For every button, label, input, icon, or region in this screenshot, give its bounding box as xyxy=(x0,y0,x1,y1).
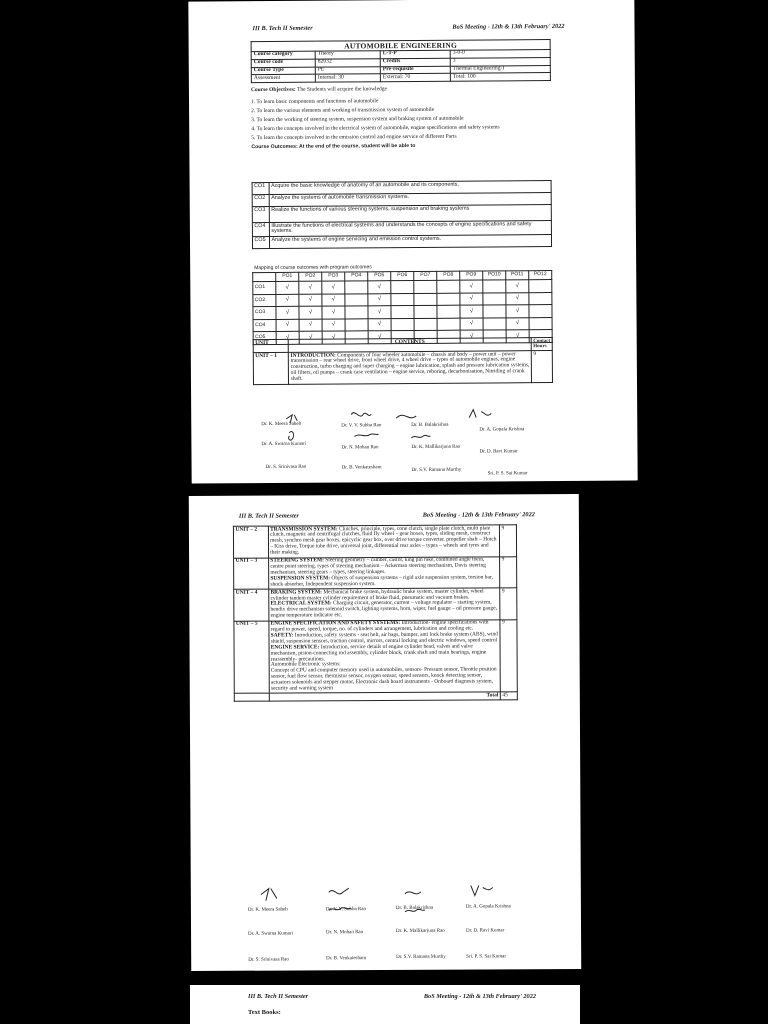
po-column-header: PO11 xyxy=(506,271,529,280)
po-column-header: PO12 xyxy=(529,271,552,280)
mapping-cell: √ xyxy=(368,318,391,331)
mapping-cell: √ xyxy=(322,293,345,306)
page-header xyxy=(188,22,634,33)
bos-meeting-label: BoS Meeting - 12th & 13th February' 2022 xyxy=(452,22,565,31)
unit-block xyxy=(271,668,498,693)
unit-block xyxy=(271,601,498,620)
mapping-cell xyxy=(529,305,552,318)
mapping-co-label: CO4 xyxy=(253,319,276,332)
objective-item: 4. To learn the concepts involved in the electrical system of automobile, engine specifications and safety systems xyxy=(251,124,500,133)
mapping-cell xyxy=(414,293,437,306)
assessment-external: External: 70 xyxy=(380,74,450,82)
unit-contents xyxy=(268,588,500,621)
unit-text: Mechanical brake system, hydraulic brake system, master cylinder, wheel cylinder tandem master cylinder requirement of brake fluid, pneumatic and vacuum brakes. xyxy=(270,588,484,602)
unit-row xyxy=(234,619,517,693)
info-label: L-T-P xyxy=(380,50,450,58)
mapping-cell: √ xyxy=(368,293,391,306)
signatory-name: Dr. A. Gopala Krishna xyxy=(479,427,525,433)
signatory-name: Sri. P. S. Sai Kumar xyxy=(487,471,528,477)
mapping-corner xyxy=(253,272,276,281)
unit1-table xyxy=(253,337,553,385)
page-header xyxy=(189,511,579,520)
syllabus-page-3 xyxy=(190,985,580,1024)
mapping-cell: √ xyxy=(322,318,345,331)
unit-contents xyxy=(289,351,532,384)
mapping-cell xyxy=(345,318,368,331)
unit-column-header: UNIT xyxy=(253,339,288,352)
unit-row xyxy=(233,525,516,558)
signatory-name: Dr. N. Mohan Rao xyxy=(326,930,364,936)
outcome-text: Illustrate the functions of electrical systems and understands the concepts of engine specifications and safety systems. xyxy=(269,221,551,237)
mapping-cell xyxy=(437,318,460,331)
unit-row xyxy=(234,556,517,589)
signatory-name: Dr. K. Meera Saheb xyxy=(247,907,288,913)
unit-text: Introduction- engine specifications with regard to power, speed, torque, no. of cylinders and arrangement, lubrication and cooling etc. xyxy=(270,619,489,633)
outcome-code: CO2 xyxy=(252,195,269,207)
signatory-name: Dr. N. Mohan Rao xyxy=(341,445,379,451)
co-po-mapping-table xyxy=(252,270,552,345)
mapping-cell: √ xyxy=(368,331,391,344)
mapping-cell: √ xyxy=(506,280,529,293)
signatory-name: Dr. K. Meera Saheb xyxy=(261,421,302,428)
mapping-title: Mapping of course outcomes with program outcomes xyxy=(254,264,372,272)
signatory-name: Dr. S.V. Ramana Murthy xyxy=(411,467,462,474)
unit-text: Charging circuit, generator, current – voltage regulator – starting system, bendix drive mechanism solenoid switch, lighting systems, horn, wiper, fuel gauge – oil pressure gauge, engine temperature indicator etc. xyxy=(270,599,498,619)
course-outcomes-table xyxy=(252,180,552,249)
outcome-text: Acquire the basic knowledge of anatomy of an automobile and its components. xyxy=(269,181,551,195)
objective-item: 3. To learn the working of steering system, suspension system and braking system of automobile xyxy=(251,115,464,124)
unit-block xyxy=(270,526,498,557)
info-label: Course code xyxy=(251,59,315,67)
unit-contents xyxy=(268,556,500,589)
unit-heading: ELECTRICAL SYSTEM: xyxy=(270,600,332,608)
mapping-cell: √ xyxy=(276,319,299,332)
mapping-cell xyxy=(483,280,506,293)
signatures-scribble xyxy=(191,406,637,459)
mapping-cell: √ xyxy=(460,330,483,343)
outcome-code: CO3 xyxy=(252,207,269,223)
mapping-co-label: CO2 xyxy=(253,294,276,307)
text-books-heading: Text Books: xyxy=(248,1009,281,1016)
po-column-header: PO5 xyxy=(368,272,391,281)
mapping-cell: √ xyxy=(322,306,345,319)
po-column-header: PO8 xyxy=(437,271,460,280)
unit-hours: 9 xyxy=(531,350,552,382)
outcome-text: Analyze the systems of engine servicing and emission control systems. xyxy=(269,235,551,249)
mapping-cell xyxy=(414,305,437,318)
mapping-cell: √ xyxy=(276,331,299,344)
unit-hours: 9 xyxy=(499,525,516,557)
signatory-name: Sri. P. S. Sai Kumar xyxy=(466,954,507,960)
info-value: Thermal Engineering-I xyxy=(450,65,550,74)
unit-contents xyxy=(269,620,501,694)
outcomes-heading: Course Outcomes: At the end of the course, student will be able to xyxy=(251,143,416,151)
outcome-code: CO4 xyxy=(252,223,269,237)
assessment-internal: Internal: 30 xyxy=(315,74,380,82)
unit-row xyxy=(234,588,517,621)
mapping-cell xyxy=(391,293,414,306)
signatory-name: Dr. B. Balakrishna xyxy=(411,422,449,429)
po-column-header: PO6 xyxy=(391,271,414,280)
total-hours: 45 xyxy=(500,692,517,700)
mapping-cell xyxy=(529,317,552,330)
mapping-cell: √ xyxy=(506,305,529,318)
signatory-name: Dr. A. Gopala Krishna xyxy=(465,904,511,910)
po-column-header: PO2 xyxy=(299,272,322,281)
course-objectives xyxy=(251,85,551,153)
po-column-header: PO4 xyxy=(345,272,368,281)
syllabus-page-2 xyxy=(189,494,581,971)
unit-hours: 9 xyxy=(500,588,517,620)
mapping-cell xyxy=(414,280,437,293)
mapping-cell: √ xyxy=(368,281,391,294)
mapping-cell xyxy=(345,281,368,294)
unit-hours: 9 xyxy=(500,556,517,588)
mapping-cell: √ xyxy=(322,281,345,294)
mapping-cell: √ xyxy=(460,318,483,331)
objective-item: 5. To learn the concepts involved in the emission control and engine service of different Parts xyxy=(251,133,457,142)
hours-column-header: Contact Hours xyxy=(531,338,552,351)
unit-label: UNIT – 2 xyxy=(233,526,268,558)
mapping-cell xyxy=(414,318,437,331)
unit-heading: SAFETY: xyxy=(270,632,294,639)
info-value: 3 xyxy=(450,57,550,66)
mapping-cell: √ xyxy=(299,281,322,294)
bos-meeting-label: BoS Meeting - 12th & 13th February' 2022 xyxy=(423,993,536,1000)
signatory-name: Dr. K. Mallikarjuna Rao xyxy=(396,928,445,934)
info-value: PE xyxy=(315,66,380,74)
unit-text: Steering geometry – camber, castor, king pin rake, combined angle toein, centre point steering. types of steering mechanism – Ackerman steering mechanism, Davis steering mechanism, steering gears – types, steering linkages. xyxy=(270,556,486,576)
mapping-cell xyxy=(437,305,460,318)
mapping-cell: √ xyxy=(299,331,322,344)
signatory-name: Dr. B. Venkatesham xyxy=(341,465,382,471)
po-column-header: PO9 xyxy=(460,271,483,280)
po-column-header: PO1 xyxy=(276,272,299,281)
unit-label: UNIT – 5 xyxy=(234,621,269,694)
unit-hours: 9 xyxy=(500,619,517,692)
objectives-heading: Course Objectives: xyxy=(250,86,296,94)
mapping-cell: √ xyxy=(276,281,299,294)
mapping-cell: √ xyxy=(506,317,529,330)
mapping-cell: √ xyxy=(506,292,529,305)
signatory-name: Dr. V. V. Subba Rao xyxy=(341,423,382,429)
mapping-cell xyxy=(483,317,506,330)
signatory-name: Dr. K. Mallikarjuna Rao xyxy=(411,444,461,451)
mapping-cell: √ xyxy=(299,294,322,307)
unit-text: Objects of suspension systems – rigid axle suspension system, torsion bar, shock absorber, Independent suspension system. xyxy=(270,574,493,588)
mapping-cell xyxy=(345,306,368,319)
assessment-label: Assessment xyxy=(251,75,315,83)
unit-heading: TRANSMISSION SYSTEM: xyxy=(270,525,338,533)
mapping-cell: √ xyxy=(506,330,529,343)
mapping-cell: √ xyxy=(276,306,299,319)
semester-label: III B. Tech II Semester xyxy=(248,993,309,1000)
info-label: Course category xyxy=(251,51,315,59)
signatory-name: Dr. D. Ravi Kumar xyxy=(479,449,518,455)
unit-heading: ENGINE SPECIFICATION AND SAFETY SYSTEMS: xyxy=(270,620,401,627)
mapping-cell xyxy=(483,292,506,305)
info-value: Theory xyxy=(315,51,380,59)
info-value: 82032 xyxy=(315,58,380,66)
mapping-cell: √ xyxy=(460,280,483,293)
objective-item: 1. To learn basic components and functions of automobile xyxy=(251,98,379,106)
unit-text: Automobile Electronic systems: xyxy=(270,661,341,669)
signatory-name: Dr. A. Swarna Kumari xyxy=(248,931,293,937)
unit-label: UNIT – 4 xyxy=(234,589,269,621)
semester-label: III B. Tech II Semester xyxy=(238,512,300,520)
unit-block xyxy=(270,575,497,588)
unit-heading: ENGINE SERVICE: xyxy=(270,644,320,651)
po-column-header: PO7 xyxy=(414,271,437,280)
unit-label: UNIT – 1 xyxy=(253,352,288,384)
unit-block xyxy=(271,644,498,663)
mapping-cell xyxy=(529,292,552,305)
mapping-cell: √ xyxy=(299,319,322,332)
unit-contents xyxy=(268,525,500,558)
mapping-cell xyxy=(437,293,460,306)
assessment-total: Total: 100 xyxy=(450,73,550,82)
unit-text: Components of four wheeler automobile – chassis and body – power unit – power transmission – rear wheel drive, front wheel drive, 4 wheel drive – types of automobile engines, engine construction, turbo charging and super charging – engine lubrication, splash and pressure lubrication systems, oil filters, oil pumps – crank case ventilation – engine service, reboring, decarbonisation, Nitriding of crank shaft. xyxy=(290,350,530,382)
signatory-name: Dr. S.V. Ramana Murthy xyxy=(396,954,446,960)
mapping-cell xyxy=(391,280,414,293)
outcome-code: CO5 xyxy=(252,237,269,249)
unit-heading: INTRODUCTION: xyxy=(290,352,336,359)
unit-text: Introduction, safety systems - seat belt, air bags, bumper, anti lock brake system (ABS), wind shield, suspension sensors, traction control, mirrors, central locking and electric windows, speed control xyxy=(270,631,499,645)
mapping-cell: √ xyxy=(368,306,391,319)
info-label: Course Type xyxy=(251,67,315,75)
po-column-header: PO10 xyxy=(483,271,506,280)
mapping-co-label: CO3 xyxy=(253,306,276,319)
mapping-cell xyxy=(391,318,414,331)
syllabus-page-1 xyxy=(188,0,637,484)
course-title: AUTOMOBILE ENGINEERING xyxy=(251,40,550,52)
signatory-name: Dr. B. Venkatesham xyxy=(326,956,367,962)
mapping-cell xyxy=(345,293,368,306)
objective-item: 2. To learn the various elements and working of transmission system of automobile xyxy=(251,106,435,115)
signatory-name: Dr. D. Ravi Kumar xyxy=(466,928,505,934)
mapping-cell: √ xyxy=(460,305,483,318)
unit-text: Concept of CPU and computer memory used in automobiles, sensors- Pressure sensor, Throttle position sensor, fuel flow sensor, thermistor sensor, oxygen sensor, speed sensors, knock detecting sensor, actuators solenoids and stepper motor, Electronic dash board instruments - Onboard diagnosis system, security and warning system xyxy=(270,666,497,692)
mapping-co-label: CO1 xyxy=(253,281,276,294)
semester-label: III B. Tech II Semester xyxy=(252,24,313,33)
unit-label: UNIT – 3 xyxy=(234,558,269,590)
mapping-cell xyxy=(529,280,552,293)
info-label: Pre-requisite xyxy=(380,66,450,74)
signatory-name: Dr. S. Srinivasa Rao xyxy=(265,464,307,471)
info-value: 3-0-0 xyxy=(450,49,550,58)
unit-heading: STEERING SYSTEM: xyxy=(270,557,324,564)
po-column-header: PO3 xyxy=(322,272,345,281)
mapping-cell xyxy=(437,280,460,293)
outcome-row xyxy=(252,235,551,249)
mapping-cell: √ xyxy=(322,331,345,344)
signatory-name: Dr. S. Srinivasa Rao xyxy=(248,957,289,963)
signatory-name: Dr. V. V. Subba Rao xyxy=(325,907,367,913)
bos-meeting-label: BoS Meeting - 12th & 13th February' 2022 xyxy=(422,511,535,519)
unit-heading: SUSPENSION SYSTEM: xyxy=(270,575,331,582)
outcome-code: CO1 xyxy=(252,183,269,195)
objectives-intro: The Students will acquire the knowledge xyxy=(296,86,387,93)
unit-text: Clutches, principle, types, cone clutch, single plate clutch, multi plate clutch, magnetic and centrifugal clutches, fluid fly wheel – gear boxes, types, sliding mesh, construct mesh, synchro mesh gear boxes, epicyclic gear box, over drive torque converter. propeller shaft – Hotch – Kiss drive, Torque tube drive, universal joint, differential rear axles – types – wheels and tyres and their making. xyxy=(270,525,497,556)
mapping-cell xyxy=(391,305,414,318)
mapping-cell: √ xyxy=(460,293,483,306)
total-spacer xyxy=(234,693,269,701)
mapping-cell: √ xyxy=(299,306,322,319)
info-label: Credits xyxy=(380,58,450,66)
outcome-text: Analyze the systems of automobile transmission systems. xyxy=(269,193,551,207)
signatory-name: Dr. A. Swarna Kumari xyxy=(261,441,307,448)
units-table xyxy=(233,524,518,702)
signatory-name: Dr. B. Balakrishna xyxy=(395,905,434,911)
course-info-table xyxy=(251,39,551,83)
unit-heading: BRAKING SYSTEM: xyxy=(270,589,322,596)
contents-column-header: CONTENTS xyxy=(288,338,531,353)
outcome-text: Realize the functions of various steering systems, suspension and braking systems xyxy=(269,205,551,223)
mapping-cell xyxy=(483,305,506,318)
mapping-cell: √ xyxy=(276,294,299,307)
unit-text: Introduction, service details of engine cylinder head, valves and valve mechanism, piston-connecting rod assembly, cylinder block, crank shaft and main bearings, engine reassembly- precautions. xyxy=(270,643,487,663)
mapping-co-label: CO5 xyxy=(253,331,276,344)
total-label: Total xyxy=(269,692,500,701)
